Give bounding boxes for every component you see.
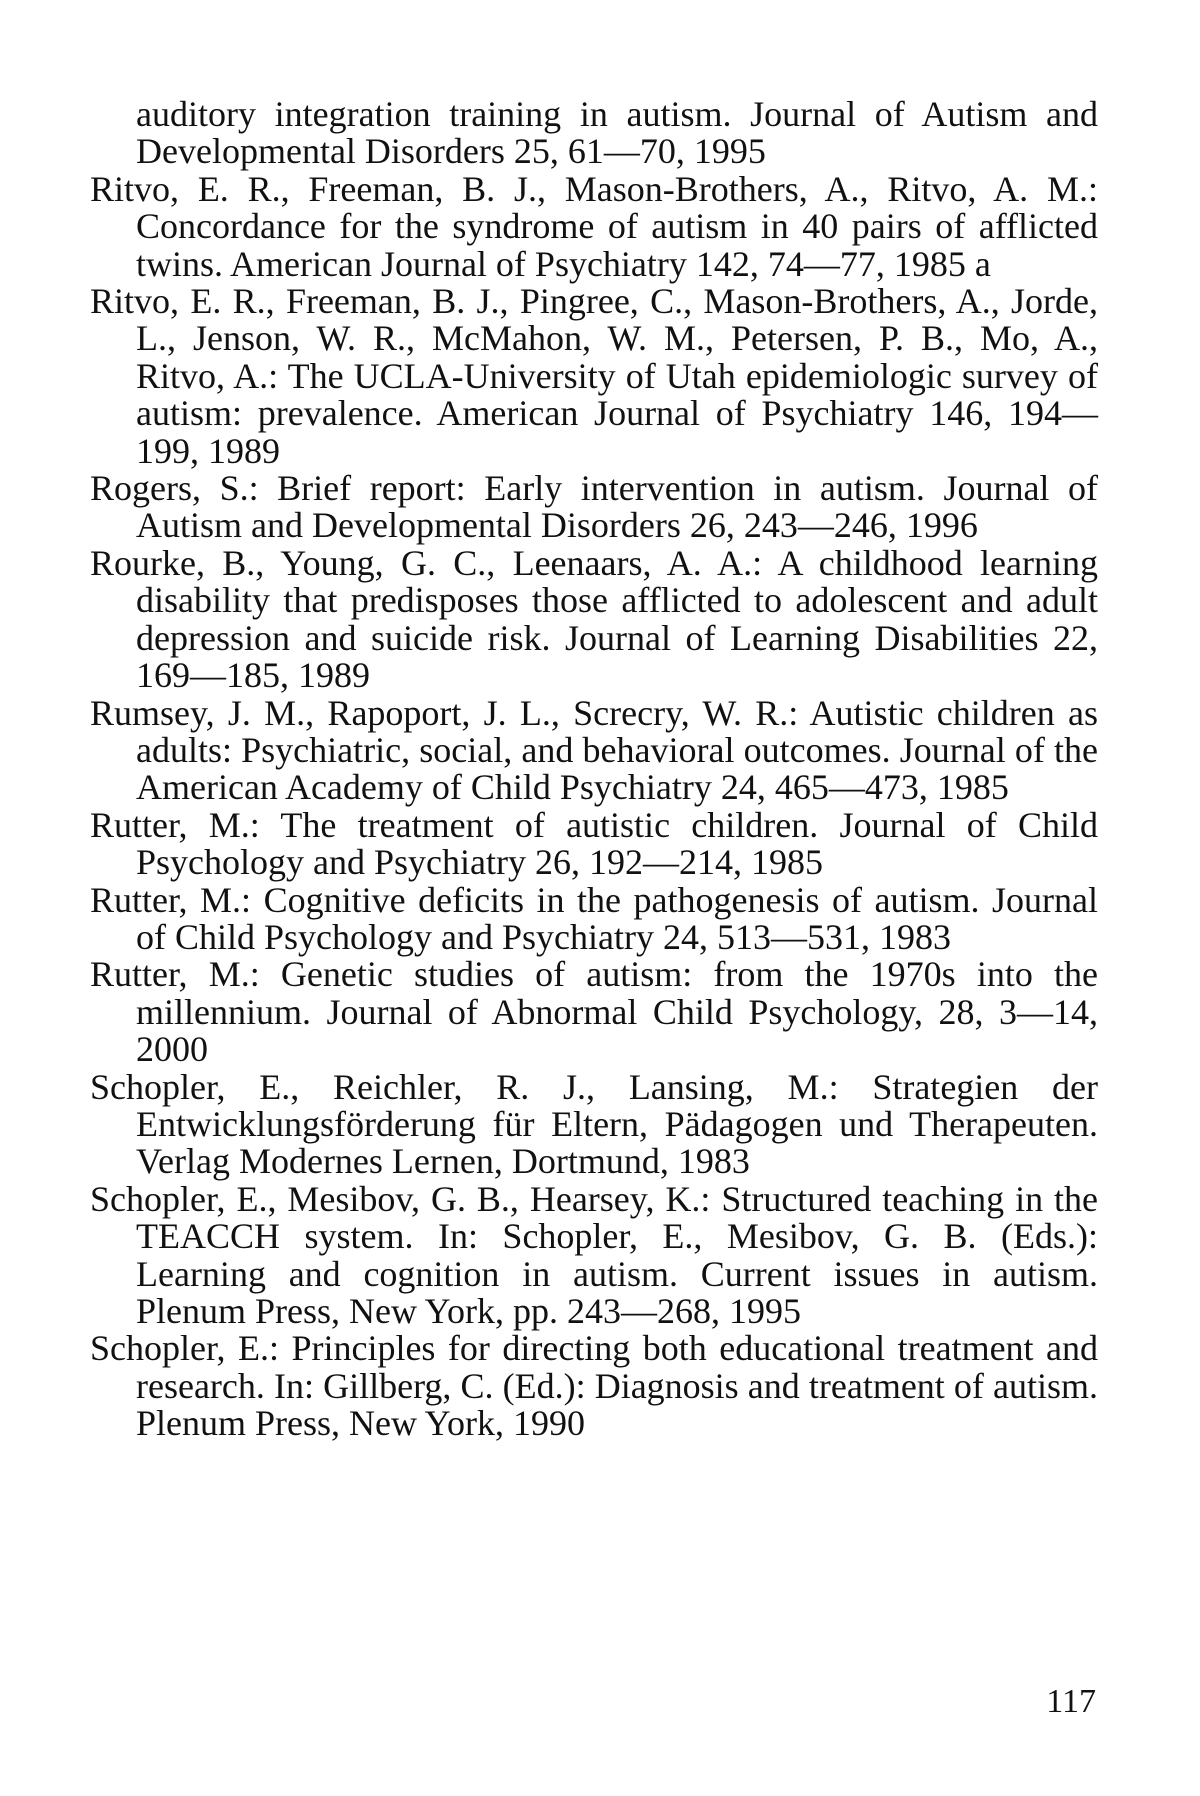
reference-entry: Rutter, M.: Genetic studies of autism: from the 1970s into the millennium. Journal of Abnormal Child Psychology, 28, 3—14, 2000 <box>90 954 1098 1070</box>
reference-entry: Schopler, E., Mesibov, G. B., Hearsey, K.: Structured teaching in the TEACCH system. In: Schopler, E., Mesibov, G. B. (Eds.): Learning and cognition in autism. Current issues in autism. Plenum Press, New York, pp. 243—268, 1995 <box>90 1178 1098 1331</box>
reference-list <box>90 96 1098 1443</box>
reference-entry: Rumsey, J. M., Rapoport, J. L., Screcry, W. R.: Autistic children as adults: Psychiatric, social, and behavioral outcomes. Journal of the American Academy of Child Psychiatry 24, 465—473, 1985 <box>90 692 1098 808</box>
reference-entry: Schopler, E., Reichler, R. J., Lansing, M.: Strategien der Entwicklungsförderung für Eltern, Pädagogen und Therapeuten. Verlag Modernes Lernen, Dortmund, 1983 <box>90 1066 1098 1182</box>
reference-entry: Rogers, S.: Brief report: Early intervention in autism. Journal of Autism and Developmental Disorders 26, 243—246, 1996 <box>90 468 1098 546</box>
page-number: 117 <box>1046 1683 1096 1720</box>
reference-entry: Rourke, B., Young, G. C., Leenaars, A. A.: A childhood learning disability that predisposes those afflicted to adolescent and adult depression and suicide risk. Journal of Learning Disabilities 22, 169—185, 1989 <box>90 542 1098 696</box>
reference-entry: Rutter, M.: The treatment of autistic children. Journal of Child Psychology and Psychiatry 26, 192—214, 1985 <box>90 804 1098 883</box>
reference-entry: Rutter, M.: Cognitive deficits in the pathogenesis of autism. Journal of Child Psychology and Psychiatry 24, 513—531, 1983 <box>90 879 1098 957</box>
reference-entry-continued: auditory integration training in autism. Journal of Autism and Developmental Disorders 25, 61—70, 1995 <box>136 94 1098 172</box>
reference-entry: Schopler, E.: Principles for directing both educational treatment and research. In: Gillberg, C. (Ed.): Diagnosis and treatment of autism. Plenum Press, New York, 1990 <box>90 1328 1098 1444</box>
reference-entry: Ritvo, E. R., Freeman, B. J., Pingree, C., Mason-Brothers, A., Jorde, L., Jenson, W. R., McMahon, W. M., Petersen, P. B., Mo, A., Ritvo, A.: The UCLA-University of Utah epidemiologic survey of autism: prevalence. American Journal of Psychiatry 146, 194—199, 1989 <box>90 281 1098 471</box>
reference-entry: Ritvo, E. R., Freeman, B. J., Mason-Brothers, A., Ritvo, A. M.: Concordance for the syndrome of autism in 40 pairs of afflicted twins. American Journal of Psychiatry 142, 74—77, 1985 a <box>90 168 1098 284</box>
